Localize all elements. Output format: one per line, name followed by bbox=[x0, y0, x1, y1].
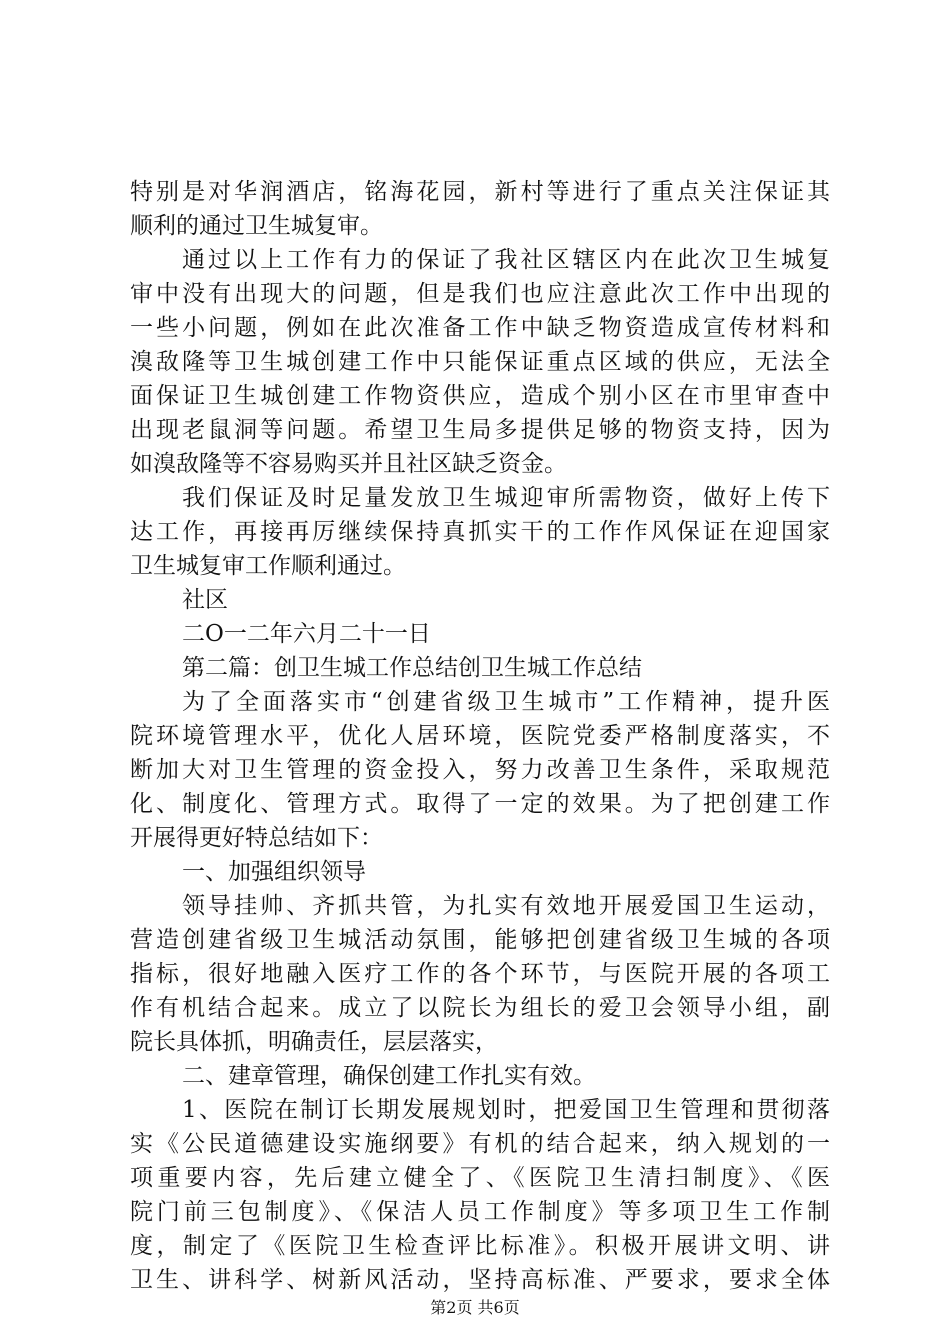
text-line: 1、医院在制订长期发展规划时，把爱国卫生管理和贯彻落 bbox=[182, 1097, 830, 1123]
subheading: 一、加强组织领导 bbox=[182, 859, 366, 885]
signature-org: 社区 bbox=[182, 587, 228, 613]
text-line: 达工作，再接再厉继续保持真抓实干的工作作风保证在迎国家 bbox=[130, 519, 830, 545]
text-line: 度，制定了《医院卫生检查评比标准》。积极开展讲文明、讲 bbox=[130, 1233, 830, 1259]
text-line: 领导挂帅、齐抓共管，为扎实有效地开展爱国卫生运动， bbox=[182, 893, 830, 919]
text-line: 如溴敌隆等不容易购买并且社区缺乏资金。 bbox=[130, 451, 567, 477]
text-line: 指标，很好地融入医疗工作的各个环节，与医院开展的各项工 bbox=[130, 961, 830, 987]
text-line: 院门前三包制度》、《保洁人员工作制度》等多项卫生工作制 bbox=[130, 1199, 830, 1225]
text-line: 院长具体抓，明确责任，层层落实， bbox=[130, 1029, 498, 1055]
text-line: 出现老鼠洞等问题。希望卫生局多提供足够的物资支持，因为 bbox=[130, 417, 830, 443]
document-body bbox=[130, 175, 830, 1297]
page-footer: 第2页 共6页 bbox=[430, 1298, 520, 1317]
text-line: 顺利的通过卫生城复审。 bbox=[130, 213, 383, 239]
text-line: 面保证卫生城创建工作物资供应，造成个别小区在市里审查中 bbox=[130, 383, 830, 409]
text-line: 开展得更好特总结如下： bbox=[130, 825, 383, 851]
signature-date: 二O一二年六月二十一日 bbox=[182, 621, 431, 647]
text-line: 卫生城复审工作顺利通过。 bbox=[130, 553, 406, 579]
text-line: 审中没有出现大的问题，但是我们也应注意此次工作中出现的 bbox=[130, 281, 830, 307]
text-line: 项重要内容，先后建立健全了、《医院卫生清扫制度》、《医 bbox=[130, 1165, 830, 1191]
text-line: 我们保证及时足量发放卫生城迎审所需物资，做好上传下 bbox=[182, 485, 830, 511]
text-line: 作有机结合起来。成立了以院长为组长的爱卫会领导小组，副 bbox=[130, 995, 830, 1021]
text-line: 院环境管理水平，优化人居环境，医院党委严格制度落实，不 bbox=[130, 723, 830, 749]
text-line: 化、制度化、管理方式。取得了一定的效果。为了把创建工作 bbox=[130, 791, 830, 817]
text-line: 特别是对华润酒店，铭海花园，新村等进行了重点关注保证其 bbox=[130, 179, 830, 205]
text-line: 一些小问题，例如在此次准备工作中缺乏物资造成宣传材料和 bbox=[130, 315, 830, 341]
text-line: 营造创建省级卫生城活动氛围，能够把创建省级卫生城的各项 bbox=[130, 927, 830, 953]
subheading: 二、建章管理，确保创建工作扎实有效。 bbox=[182, 1063, 596, 1089]
text-line: 实《公民道德建设实施纲要》有机的结合起来，纳入规划的一 bbox=[130, 1131, 830, 1157]
text-line: 为了全面落实市“创建省级卫生城市”工作精神，提升医 bbox=[182, 689, 830, 715]
text-line: 断加大对卫生管理的资金投入，努力改善卫生条件，采取规范 bbox=[130, 757, 830, 783]
text-line: 溴敌隆等卫生城创建工作中只能保证重点区域的供应，无法全 bbox=[130, 349, 830, 375]
text-line: 卫生、讲科学、树新风活动，坚持高标准、严要求，要求全体 bbox=[130, 1267, 830, 1293]
text-line: 通过以上工作有力的保证了我社区辖区内在此次卫生城复 bbox=[182, 247, 830, 273]
section-heading: 第二篇：创卫生城工作总结创卫生城工作总结 bbox=[182, 655, 642, 681]
